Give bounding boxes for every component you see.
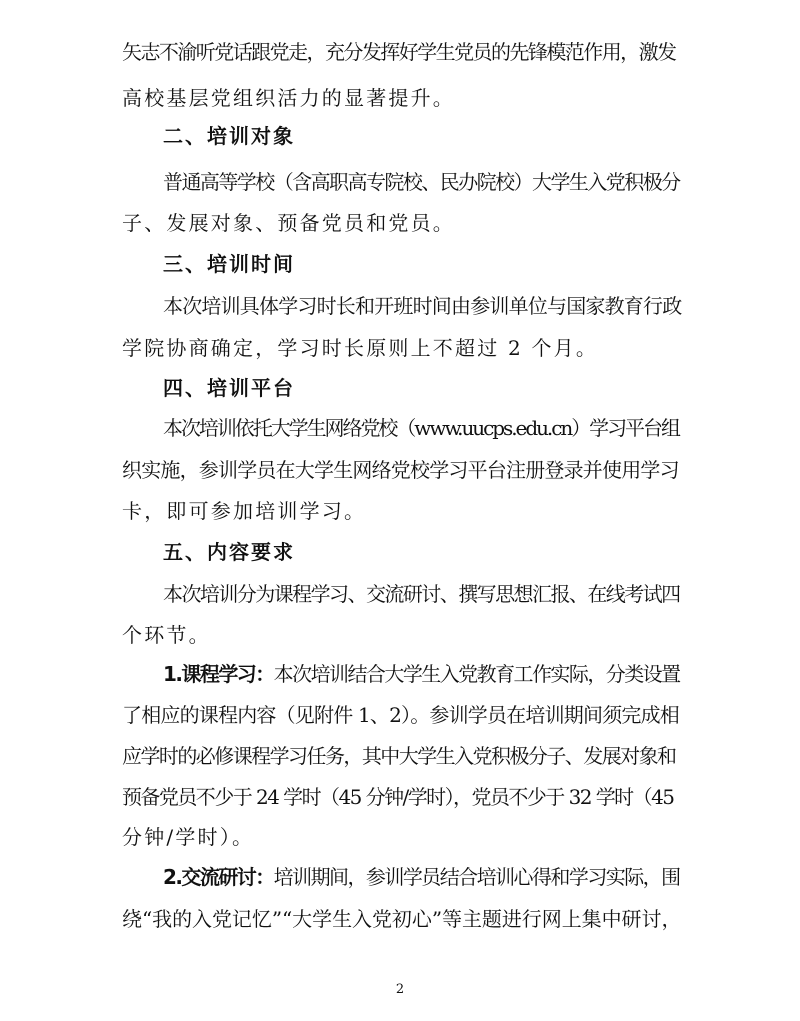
list-item-exchange-discussion bbox=[163, 863, 680, 891]
paragraph-line: 矢志不渝听党话跟党走，充分发挥好学生党员的先锋模范作用，激发 bbox=[122, 40, 676, 64]
paragraph-line: 高校基层党组织活力的显著提升。 bbox=[122, 86, 455, 110]
paragraph-line: 了相应的课程内容（见附件 1、2）。参训学员在培训期间须完成相 bbox=[122, 703, 680, 727]
paragraph-line: 子、发展对象、预备党员和党员。 bbox=[122, 211, 455, 235]
section-heading-training-platform: 四、培训平台 bbox=[163, 376, 295, 400]
paragraph-line: 预备党员不少于 24 学时（45 分钟/学时），党员不少于 32 学时（45 bbox=[122, 785, 674, 809]
list-item-lead: 1.课程学习： bbox=[163, 662, 274, 686]
paragraph-line: 个环节。 bbox=[122, 623, 211, 647]
paragraph-line: 本次培训分为课程学习、交流研讨、撰写思想汇报、在线考试四 bbox=[163, 582, 680, 606]
list-item-lead: 2.交流研讨： bbox=[163, 865, 274, 889]
paragraph-line: 分钟/学时）。 bbox=[122, 825, 255, 849]
paragraph-line: 绕“我的入党记忆”“大学生入党初心”等主题进行网上集中研讨， bbox=[122, 907, 682, 931]
list-item-text: 培训期间，参训学员结合培训心得和学习实际，围 bbox=[273, 865, 680, 889]
paragraph-line: 卡，即可参加培训学习。 bbox=[122, 499, 367, 523]
paragraph-line: 应学时的必修课程学习任务，其中大学生入党积极分子、发展对象和 bbox=[122, 744, 676, 768]
section-heading-training-target: 二、培训对象 bbox=[163, 124, 295, 148]
paragraph-line: 普通高等学校（含高职高专院校、民办院校）大学生入党积极分 bbox=[163, 170, 680, 194]
list-item-course-study bbox=[163, 660, 680, 688]
list-item-text: 本次培训结合大学生入党教育工作实际，分类设置 bbox=[273, 662, 680, 686]
page-number: 2 bbox=[395, 982, 405, 997]
section-heading-training-time: 三、培训时间 bbox=[163, 252, 295, 276]
paragraph-line: 本次培训依托大学生网络党校（www.uucps.edu.cn）学习平台组 bbox=[163, 416, 679, 440]
paragraph-line: 织实施，参训学员在大学生网络党校学习平台注册登录并使用学习 bbox=[122, 458, 679, 482]
paragraph-line: 学院协商确定，学习时长原则上不超过 2 个月。 bbox=[122, 336, 599, 360]
section-heading-content-requirements: 五、内容要求 bbox=[163, 540, 295, 564]
paragraph-line: 本次培训具体学习时长和开班时间由参训单位与国家教育行政 bbox=[163, 294, 682, 318]
